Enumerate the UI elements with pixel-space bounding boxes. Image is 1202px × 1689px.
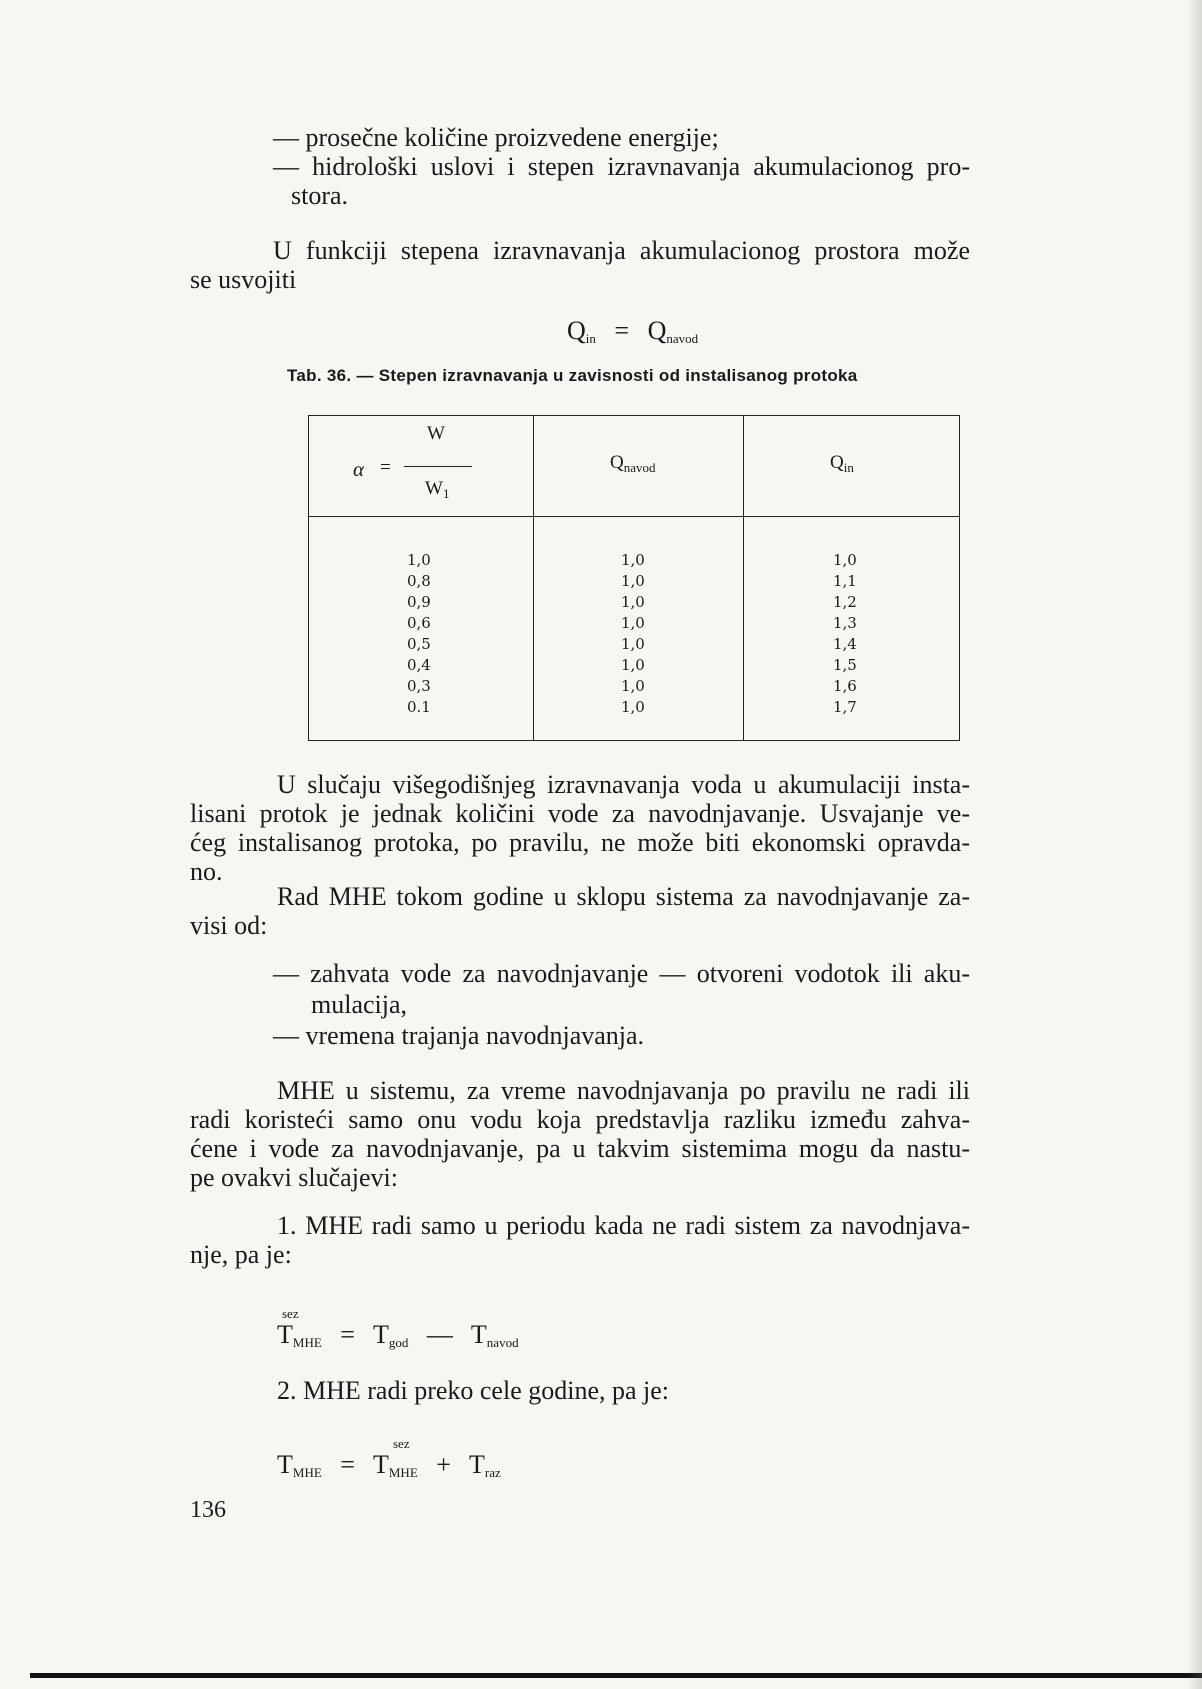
eq-operator: = <box>614 316 630 345</box>
eq-operator: + <box>436 1450 451 1479</box>
table-cell: 1,7 <box>833 698 857 716</box>
table-cell: 1,0 <box>621 551 645 569</box>
paragraph <box>190 882 970 940</box>
eq-symbol: T <box>372 1450 389 1479</box>
table-cell: 1,2 <box>833 593 857 611</box>
header-denominator <box>425 478 449 502</box>
eq-symbol: T <box>277 1450 293 1479</box>
eq-superscript: sez <box>282 1306 299 1321</box>
table-cell: 0,9 <box>407 593 431 611</box>
text-line: 2. MHE radi preko cele godine, pa je: <box>277 1376 670 1405</box>
eq-subscript: raz <box>484 1465 501 1480</box>
text-line: lisani protok je jednak količini vode za navodnjavanje. Usvajanje ve- <box>190 799 970 828</box>
table-cell: 1,0 <box>621 572 645 590</box>
table-cell: 0.1 <box>407 698 431 716</box>
text-line: — hidrološki uslovi i stepen izravnavanja akumulacionog pro- <box>273 152 970 181</box>
equation <box>277 1320 519 1358</box>
header-symbol: W <box>425 478 443 499</box>
eq-symbol: Q <box>567 316 586 345</box>
column-qnavod <box>621 550 645 718</box>
eq-operator: = <box>340 1450 355 1479</box>
scan-shadow <box>1188 0 1202 1689</box>
header-alpha: α <box>353 457 365 481</box>
paragraph <box>190 1076 970 1192</box>
text-line: ćeg instalisanog protoka, po pravilu, ne može biti ekonomski opravda- <box>190 828 970 857</box>
column-divider <box>743 416 744 740</box>
table-cell: 1,0 <box>621 614 645 632</box>
table-caption: Tab. 36. — Stepen izravnavanja u zavisnosti od instalisanog protoka <box>287 366 858 385</box>
text-line: U funkciji stepena izravnavanja akumulacionog prostora može <box>273 236 970 265</box>
text-line: pe ovakvi slučajevi: <box>190 1163 398 1192</box>
header-divider <box>309 516 959 517</box>
column-alpha <box>407 550 431 718</box>
page-number: 136 <box>190 1497 226 1523</box>
text-line: ćene i vode za navodnjavanje, pa u takvim sistemima mogu da nastu- <box>190 1134 970 1163</box>
text-line: radi koristeći samo onu vodu koja predstavlja razliku između zahva- <box>190 1105 970 1134</box>
eq-symbol: T <box>468 1450 485 1479</box>
text-line: visi od: <box>190 911 268 940</box>
eq-symbol: T <box>470 1320 487 1349</box>
equation <box>277 1450 501 1488</box>
header-symbol: Q <box>610 452 624 473</box>
table-cell: 1,1 <box>833 572 857 590</box>
eq-subscript: navod <box>486 1335 519 1350</box>
table-cell: 1,5 <box>833 656 857 674</box>
table-cell: 1,0 <box>621 593 645 611</box>
text-line: MHE u sistemu, za vreme navodnjavanja po pravilu ne radi ili <box>277 1076 970 1105</box>
list-item <box>273 152 970 181</box>
eq-superscript: sez <box>393 1436 410 1451</box>
text-line: se usvojiti <box>190 265 297 294</box>
list-item: — vremena trajanja navodnjavanja. <box>273 1021 645 1050</box>
text-line: U slučaju višegodišnjeg izravnavanja voda u akumulaciji insta- <box>277 770 970 799</box>
eq-symbol: T <box>277 1320 293 1349</box>
text-line: — zahvata vode za navodnjavanje — otvoreni vodotok ili aku- <box>273 959 970 988</box>
header-subscript: in <box>843 460 854 475</box>
table-cell: 0,4 <box>407 656 431 674</box>
column-qin <box>833 550 857 718</box>
paragraph <box>190 1211 970 1269</box>
table-cell: 0,5 <box>407 635 431 653</box>
table-cell: 1,3 <box>833 614 857 632</box>
header-equals: = <box>380 457 391 478</box>
eq-subscript: god <box>388 1335 409 1350</box>
paragraph <box>190 770 970 886</box>
eq-subscript: navod <box>666 331 699 346</box>
paragraph <box>190 236 970 265</box>
list-item <box>273 959 970 988</box>
table-cell: 1,0 <box>621 656 645 674</box>
list-item: — prosečne količine proizvedene energije; <box>273 123 719 152</box>
table-cell: 0,6 <box>407 614 431 632</box>
table-cell: 1,4 <box>833 635 857 653</box>
table-cell: 0,8 <box>407 572 431 590</box>
table-cell: 1,0 <box>407 551 431 569</box>
eq-subscript: MHE <box>388 1465 418 1480</box>
header-subscript: navod <box>623 460 656 475</box>
header-qnavod <box>610 452 656 476</box>
scan-edge-rule <box>30 1673 1202 1678</box>
header-symbol: Q <box>830 452 844 473</box>
table-cell: 1,0 <box>833 551 857 569</box>
eq-operator: = <box>340 1320 355 1349</box>
header-numerator: W <box>427 423 445 444</box>
text-line: nje, pa je: <box>190 1240 292 1269</box>
eq-symbol: T <box>372 1320 389 1349</box>
list-item-continuation: stora. <box>291 181 349 210</box>
eq-operator: — <box>426 1320 453 1349</box>
equation <box>567 316 698 354</box>
list-item-continuation: mulacija, <box>311 990 408 1019</box>
table-cell: 1,0 <box>621 698 645 716</box>
eq-subscript: MHE <box>292 1335 322 1350</box>
table-cell: 1,0 <box>621 677 645 695</box>
text-line: no. <box>190 857 223 886</box>
table-cell: 1,6 <box>833 677 857 695</box>
eq-symbol: Q <box>647 316 667 345</box>
column-divider <box>533 416 534 740</box>
eq-subscript: in <box>585 331 596 346</box>
fraction-bar <box>404 466 472 467</box>
text-line: Rad MHE tokom godine u sklopu sistema za navodnjavanje za- <box>277 882 970 911</box>
text-line: 1. MHE radi samo u periodu kada ne radi sistem za navodnjava- <box>277 1211 970 1240</box>
header-subscript: 1 <box>442 486 450 501</box>
table-cell: 1,0 <box>621 635 645 653</box>
header-qin <box>830 452 854 476</box>
eq-subscript: MHE <box>292 1465 322 1480</box>
table-cell: 0,3 <box>407 677 431 695</box>
